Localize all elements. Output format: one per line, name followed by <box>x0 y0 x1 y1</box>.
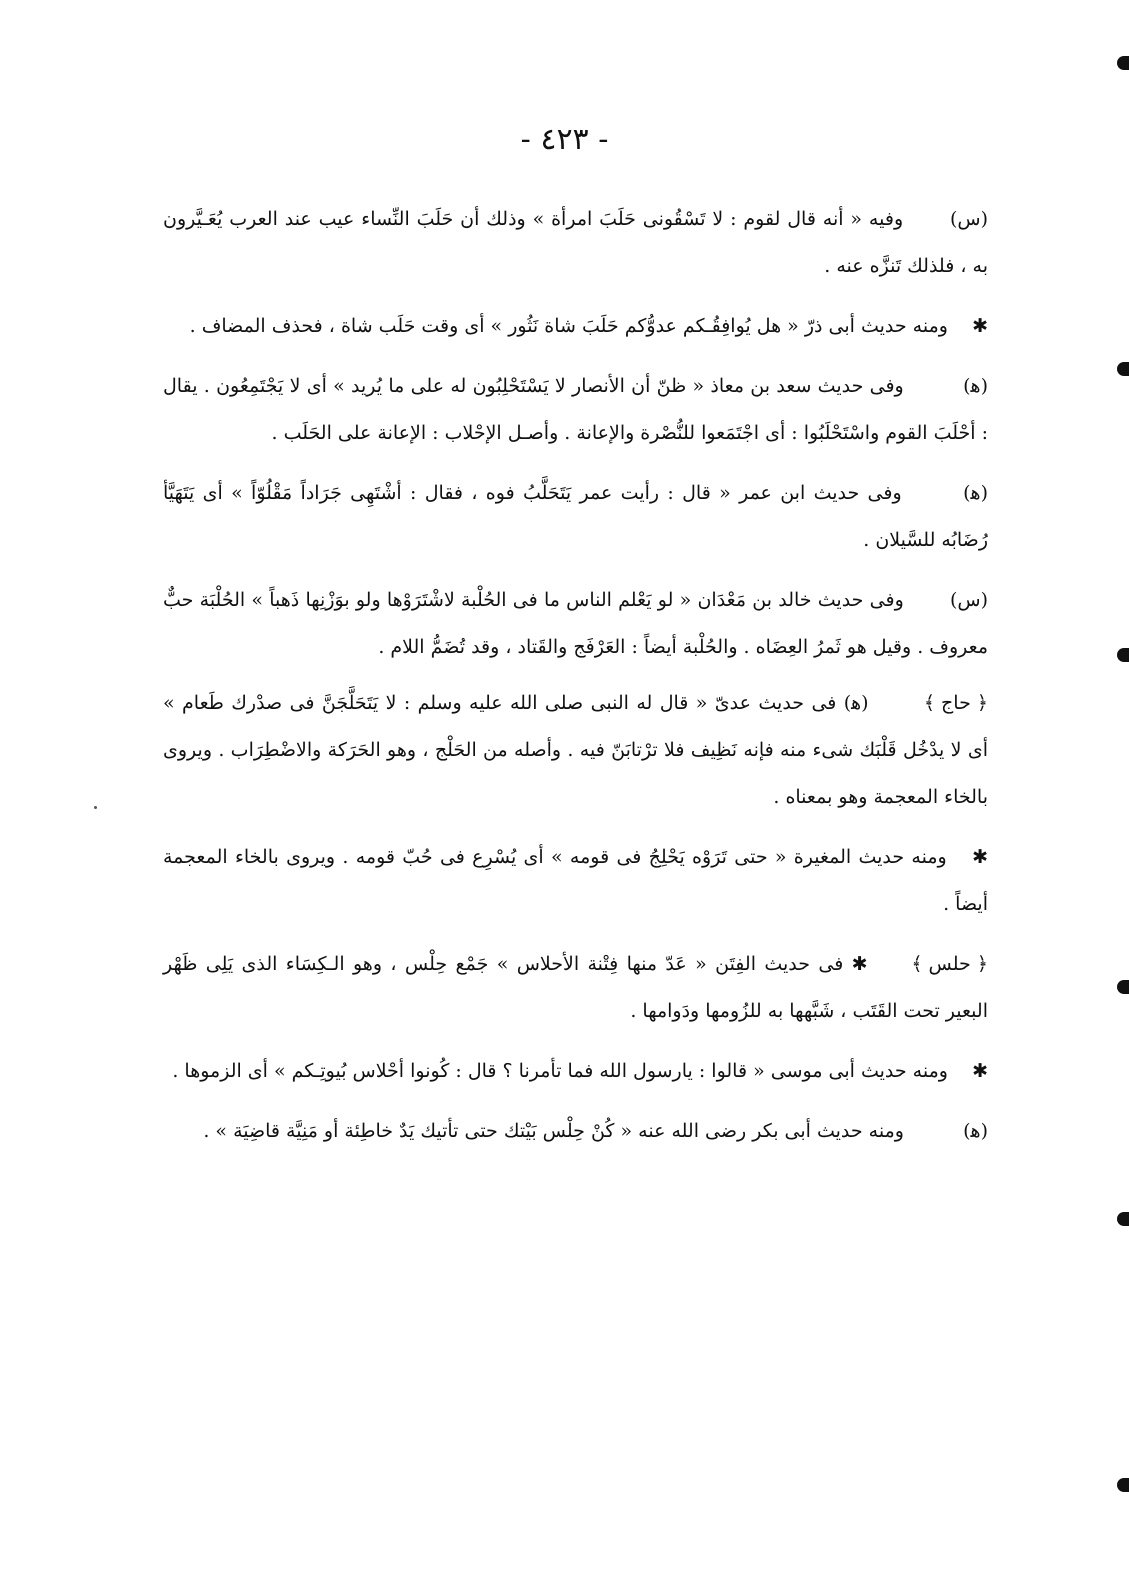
source-tag: (ﻫ) <box>963 1120 988 1142</box>
entry-paragraph <box>163 941 988 1035</box>
source-tag: (س) <box>949 208 989 230</box>
paragraph-text: (ﻫ) فى حديث عدىّ « قال له النبى صلى الله عليه وسلم : لا يَتَحَلَّجَنَّ فى صدْرك طَعام » أى لا يدْخُل قَلْبَك شىء منه فإنه نَظِيف فلا ترْتابَنّ فيه . وأصله من الحَلْج ، وهو الحَرَكة والاضْطِرَاب . ويروى بالخاء المعجمة وهو بمعناه . <box>163 692 988 808</box>
entry-paragraph <box>163 303 988 350</box>
headword: ﴿ حاج ﴾ <box>923 692 989 714</box>
paragraph-text: وفى حديث سعد بن معاذ « ظنّ أن الأنصار لا يَسْتَحْلِبُون له على ما يُريد » أى لا يَجْتَمِعُون . يقال : أحْلَبَ القوم واسْتَحْلَبُوا : أى اجْتَمَعوا للنُّصْرة والإعانة . وأصـل الإحْلاب : الإعانة على الحَلَب . <box>163 375 988 444</box>
binding-hole-mark <box>1117 980 1129 994</box>
dictionary-text <box>163 196 988 1168</box>
page-number: - ٤٢٣ - <box>520 122 609 157</box>
binding-hole-mark <box>1117 1478 1129 1492</box>
entry-paragraph <box>163 363 988 457</box>
paragraph-text: وفيه « أنه قال لقوم : لا تَسْقُونى حَلَبَ امرأة » وذلك أن حَلَبَ النِّساء عيب عند العرب يُعَـيَّرون به ، فلذلك تَنزَّه عنه . <box>163 208 988 277</box>
headword: ﴿ حلس ﴾ <box>911 953 988 975</box>
entry-paragraph <box>163 834 988 928</box>
paragraph-text: ومنه حديث المغيرة « حتى تَرَوْه يَحْلِجُ فى قومه » أى يُسْرِع فى حُبّ قومه . ويروى بالخاء المعجمة أيضاً . <box>163 846 988 915</box>
star-marker: ✱ <box>972 315 988 337</box>
entry-paragraph <box>163 196 988 290</box>
star-marker: ✱ <box>972 1060 988 1082</box>
source-tag: (س) <box>949 589 988 611</box>
binding-hole-mark <box>1117 56 1129 70</box>
paragraph-text: ✱ فى حديث الفِتَن « عَدّ منها فِتْنة الأحلاس » جَمْع حِلْس ، وهو الـكِسَاء الذى يَلِى ظَهْر البعير تحت القَتَب ، شَبَّهها به للزُومها ودَوامها . <box>163 953 988 1022</box>
paragraph-text: ومنه حديث أبى موسى « قالوا : يارسول الله فما تأمرنا ؟ قال : كُونوا أحْلاس بُيوتِـكم » أى الزموها . <box>172 1060 948 1082</box>
source-tag: (ﻫ) <box>963 482 988 504</box>
source-tag: (ﻫ) <box>963 375 988 397</box>
binding-hole-mark <box>1117 648 1129 662</box>
paragraph-text: ومنه حديث أبى ذرّ « هل يُوافِقُـكم عدوُّكم حَلَبَ شاة نَثُور » أى وقت حَلَب شاة ، فحذف المضاف . <box>189 315 948 337</box>
paragraph-text: وفى حديث ابن عمر « قال : رأيت عمر يَتَحَلَّبُ فوه ، فقال : أشْتَهِى جَرَاداً مَقْلُوّاً » أى يَتَهَيَّأ رُضَابُه للسَّيلان . <box>163 482 988 551</box>
entry-paragraph <box>163 1108 988 1155</box>
entry-paragraph <box>163 577 988 671</box>
paragraph-text: ومنه حديث أبى بكر رضى الله عنه « كُنْ حِلْس بَيْتك حتى تأتيك يَدٌ خاطِئة أو مَنِيَّة قاضِيَة » . <box>203 1120 904 1142</box>
margin-speck <box>94 806 97 809</box>
paragraph-text: وفى حديث خالد بن مَعْدَان « لو يَعْلم الناس ما فى الحُلْبة لاشْتَرَوْها ولو بوَزْنِها ذَهباً » الحُلْبَة حبٌّ معروف . وقيل هو ثَمرُ العِضَاه . والحُلْبة أيضاً : العَرْفَج والقَتاد ، وقد تُضَمُّ اللام . <box>163 589 988 658</box>
star-marker: ✱ <box>972 846 988 868</box>
entry-paragraph <box>163 470 988 564</box>
entry-paragraph <box>163 1048 988 1095</box>
binding-hole-mark <box>1117 362 1129 376</box>
binding-hole-mark <box>1117 1212 1129 1226</box>
entry-paragraph <box>163 680 988 821</box>
